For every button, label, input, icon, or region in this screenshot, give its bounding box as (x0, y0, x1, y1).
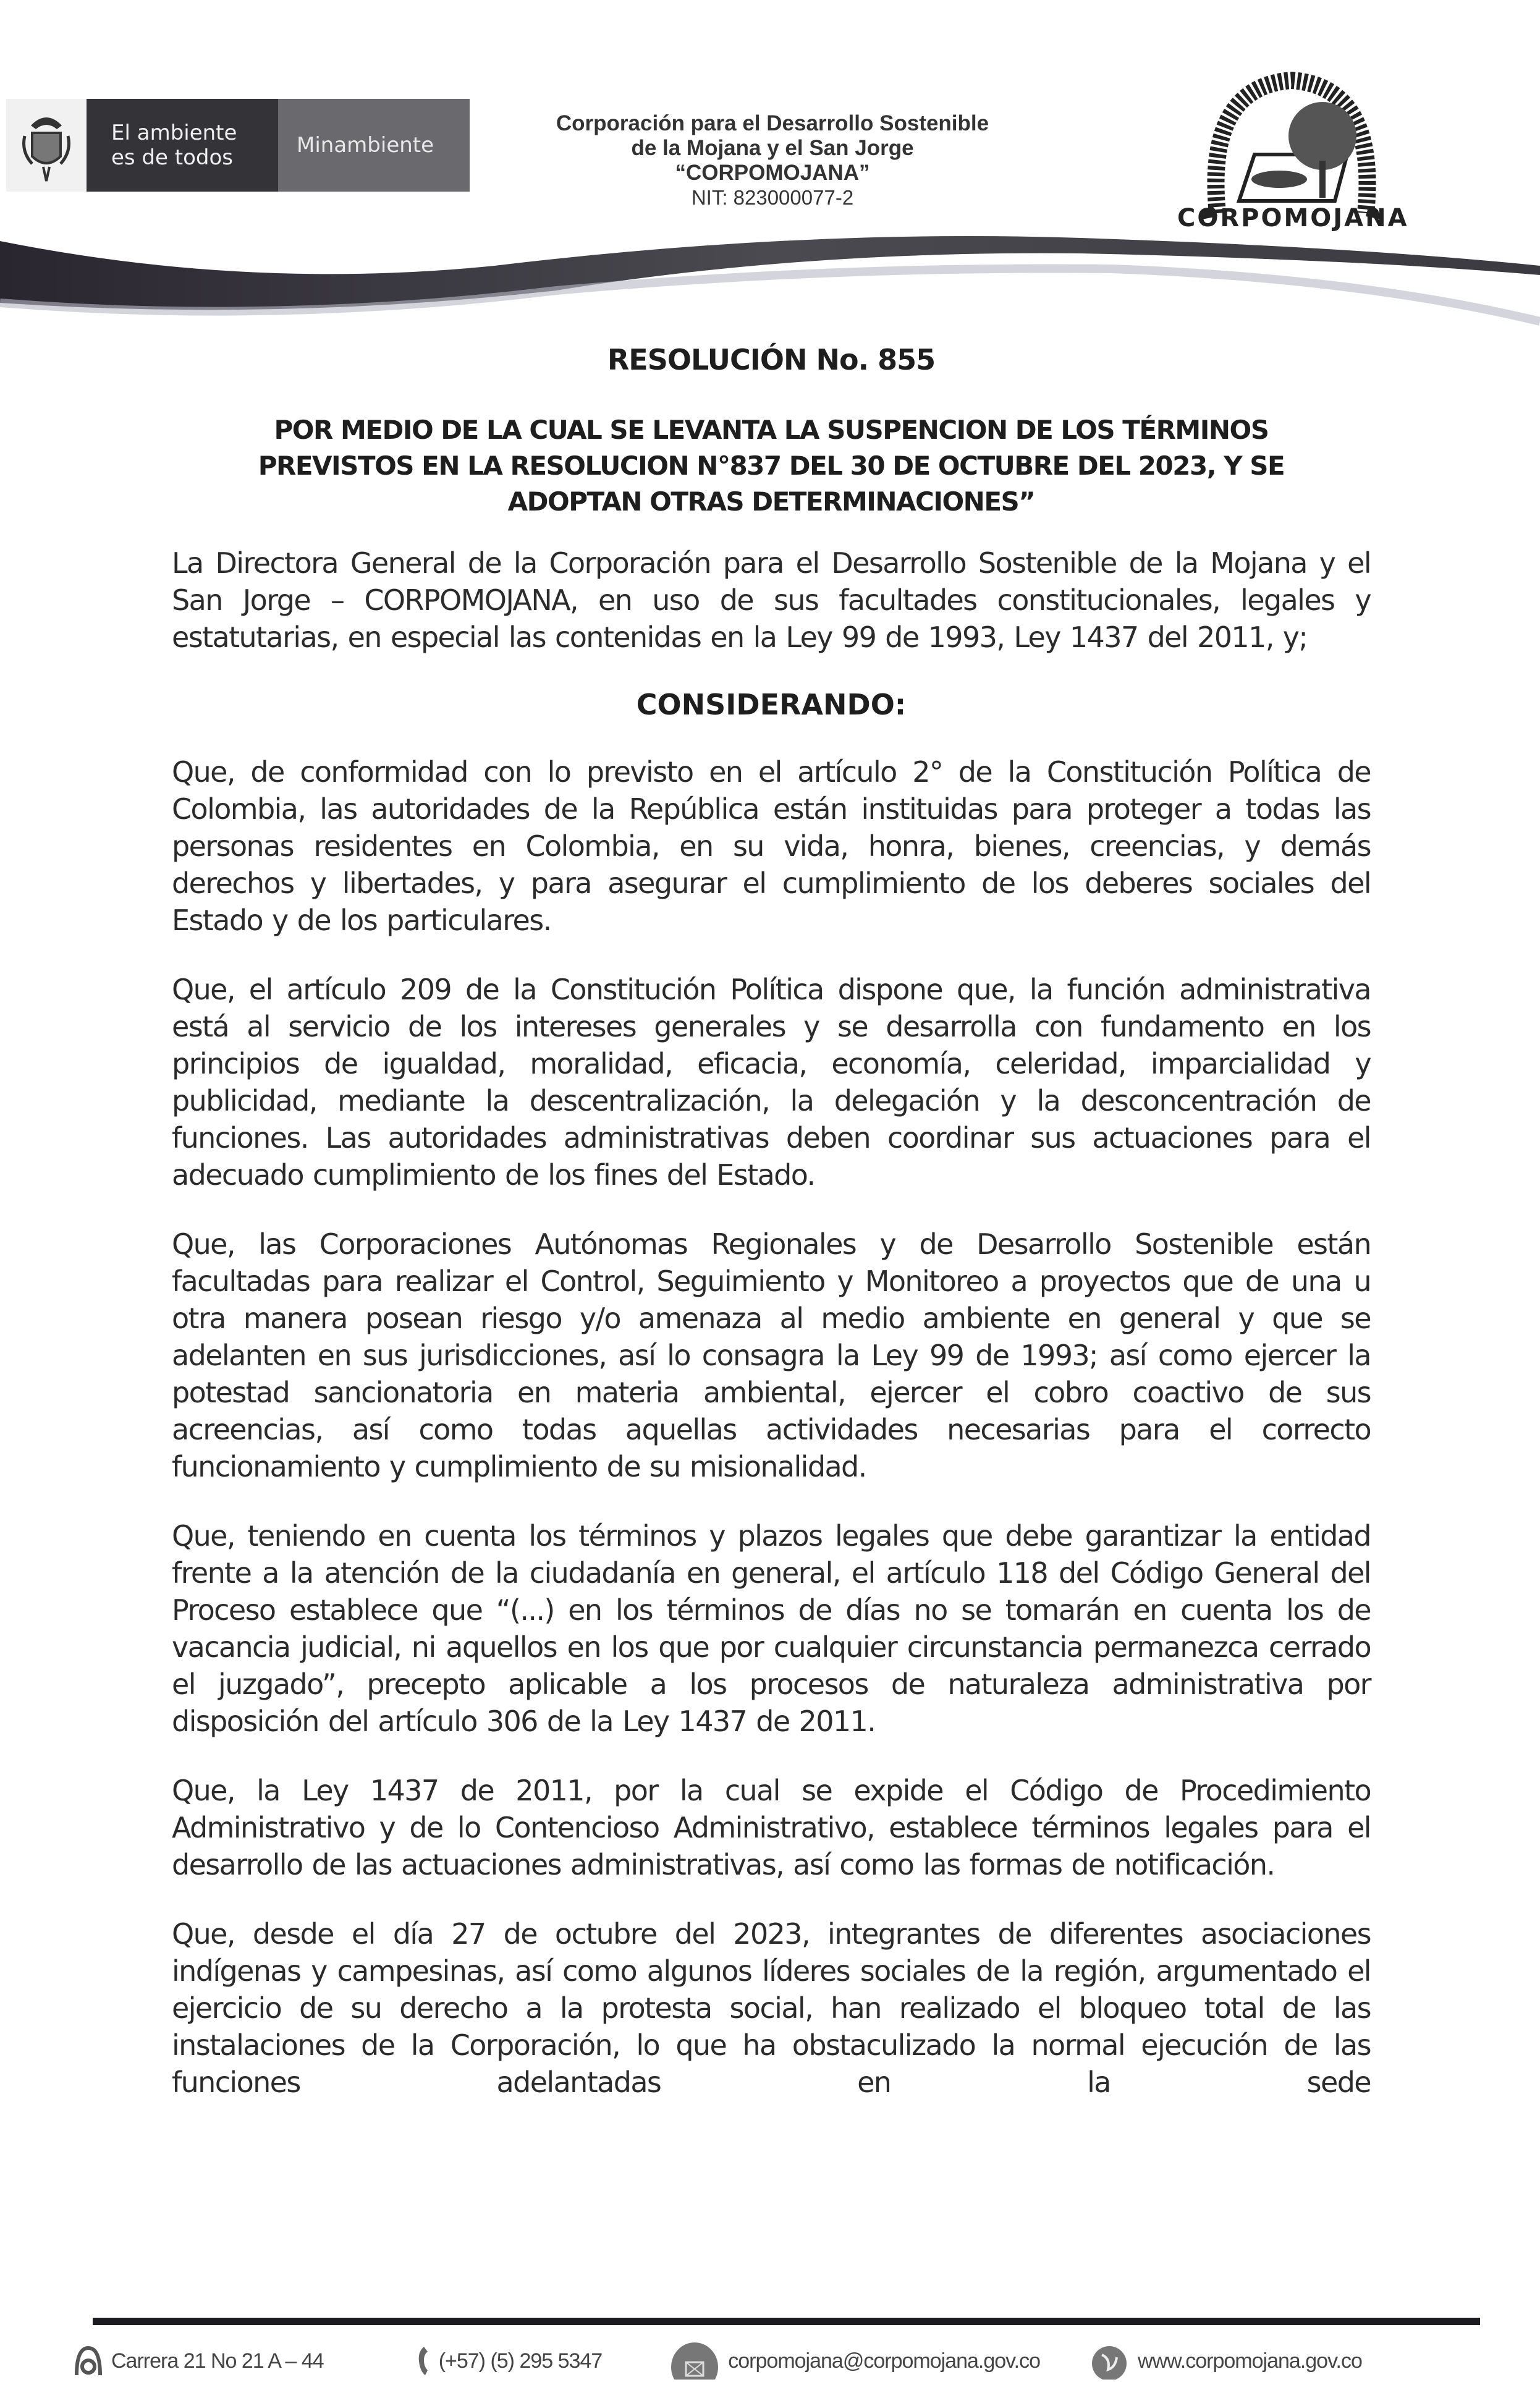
address-text: Carrera 21 No 21 A – 44 (111, 2349, 324, 2373)
preamble-paragraph: La Directora General de la Corporación para el Desarrollo Sostenible de la Mojana y el San Jorge – CORPOMOJANA, en uso de sus facultades constitucionales, legales y estatutarias, en especial las contenidas en la Ley 99 de 1993, Ley 1437 del 2011, y; (172, 546, 1371, 654)
footer-email[interactable] (670, 2342, 1040, 2380)
resolution-body (172, 343, 1371, 2133)
footer-website[interactable] (1089, 2342, 1362, 2380)
considerando-paragraph: Que, de conformidad con lo previsto en el artículo 2° de la Constitución Política de Colombia, las autoridades de la República están instituidas para proteger a todas las personas residentes en Colombia, en su vida, honra, bienes, creencias, y demás derechos y libertades, y para asegurar el cumplimiento de los deberes sociales del Estado y de los particulares. (172, 755, 1371, 937)
email-icon (670, 2342, 719, 2380)
colombia-coat-of-arms-icon (6, 99, 87, 192)
org-name-line-1: Corporación para el Desarrollo Sostenible (556, 111, 989, 135)
considerando-paragraph: Que, las Corporaciones Autónomas Regionales y de Desarrollo Sostenible están facultadas para realizar el Control, Seguimiento y Monitoreo a proyectos que de una u otra manera posean riesgo y/o amenaza al medio ambiente en general y que se adelanten en sus jurisdicciones, así lo consagra la Ley 99 de 1993; así como ejercer la potestad sancionatoria en materia ambiental, ejercer el cobro coactivo de sus acreencias, así como todas aquellas actividades necesarias para el correcto funcionamiento y cumplimiento de su misionalidad. (172, 1227, 1371, 1483)
website-link[interactable]: www.corpomojana.gov.co (1138, 2349, 1362, 2373)
org-acronym: “CORPOMOJANA” (675, 161, 870, 185)
phone-icon (417, 2346, 430, 2376)
globe-icon (1089, 2342, 1129, 2380)
slogan-line-1: El ambiente (111, 121, 237, 145)
considerando-paragraph: Que, el artículo 209 de la Constitución Política dispone que, la función administrativa está al servicio de los intereses generales y se desarrolla con fundamento en los principios de igualdad, moralidad, eficacia, economía, celeridad, imparcialidad y publicidad, mediante la descentralización, la delegación y la desconcentración de funciones. Las autoridades administrativas deben coordinar sus actuaciones para el adecuado cumplimiento de los fines del Estado. (172, 973, 1371, 1192)
letterhead (0, 0, 1540, 321)
footer-phone (417, 2346, 603, 2376)
considerando-paragraph: Que, la Ley 1437 de 2011, por la cual se expide el Código de Procedimiento Administrativo y de lo Contencioso Administrativo, establece términos legales para el desarrollo de las actuaciones administrativas, así como las formas de notificación. (172, 1774, 1371, 1881)
government-banner (6, 99, 470, 192)
contact-footer (74, 2342, 1496, 2380)
header-wave-decoration (0, 223, 1540, 328)
considerando-heading: CONSIDERANDO: (636, 688, 907, 721)
email-link[interactable]: corpomojana@corpomojana.gov.co (728, 2349, 1041, 2373)
considerando-paragraph: Que, desde el día 27 de octubre del 2023, integrantes de diferentes asociaciones indígenas y campesinas, así como algunos líderes sociales de la región, argumentado el ejercicio de su derecho a la protesta social, han realizado el bloqueo total de las instalaciones de la Corporación, lo que ha obstaculizado la normal ejecución de las funciones adelantadas en la sede (172, 1917, 1371, 2099)
phone-text: (+57) (5) 295 5347 (438, 2349, 603, 2373)
ministry-label: Minambiente (278, 99, 470, 192)
resolution-subject: POR MEDIO DE LA CUAL SE LEVANTA LA SUSPENCION DE LOS TÉRMINOS PREVISTOS EN LA RESOLUCION N°837 DEL 30 DE OCTUBRE DEL 2023, Y SE ADOPTAN OTRAS DETERMINACIONES” (258, 415, 1285, 517)
slogan-line-2: es de todos (111, 145, 233, 170)
government-slogan (87, 99, 278, 192)
org-nit: NIT: 823000077-2 (691, 186, 854, 209)
location-icon (74, 2346, 103, 2376)
footer-address (74, 2346, 324, 2376)
organization-info (507, 111, 1038, 210)
considerando-paragraph: Que, teniendo en cuenta los términos y plazos legales que debe garantizar la entidad frente a la atención de la ciudadanía en general, el artículo 118 del Código General del Proceso establece que “(...) en los términos de días no se tomarán en cuenta los de vacancia judicial, ni aquellos en los que por cualquier circunstancia permanezca cerrado el juzgado”, precepto aplicable a los procesos de naturaleza administrativa por disposición del artículo 306 de la Ley 1437 de 2011. (172, 1519, 1371, 1738)
org-name-line-2: de la Mojana y el San Jorge (631, 136, 914, 160)
resolution-title: RESOLUCIÓN No. 855 (607, 343, 936, 376)
footer-divider (93, 2318, 1480, 2325)
logo-wordmark: CORPOMOJANA (1177, 204, 1409, 232)
